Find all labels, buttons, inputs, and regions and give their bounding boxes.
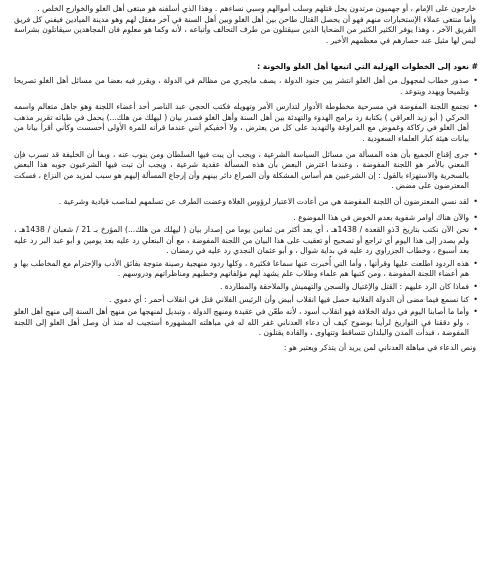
list-item [14, 307, 478, 339]
list-item-text: فماذا كان الرد عليهم : القتل والإغتيال والسجن والتهميش والملاحقة والمطاردة . [219, 282, 469, 292]
bullet-icon: • [473, 149, 478, 159]
list-item-text: جرى إقناع الجميع بأن هذه المسألة من مسائل السياسة الشرعية ، ويجب أن يبت فيها السلطان ومن ينوب عنه ، وبما أن الخليفة قد تسرب فإن المعني بالأمر هو اللجنة المفوضة ، وعندما اعترض البعض بأن هذه المسألة عقدية شرعية ، ويجب أن تبت فيها الشرعيون جوبه هذا البعض بالسخرية والاستهزاء بالقول : إن الشرعيين هم أساس المشكلة وأن الصراع دائر بينهم وأن إرجاع المسألة إليهم هو سبب لمزيد من النزاع ، فسكت المعترضون على مضض . [14, 149, 469, 191]
intro-paragraph-2: وأما منتغى عملاء الإستخبارات منهم فهو أن يحصل القتال طاحن بين أهل الغلو وبين أهل السنة في آخر معقل لهم وهو مدينة الميادين فيفني كل فريق الفريق الآخر ، وهذا يوفر الكثير الكثير من الضحايا الذين سيقتلون من طرف التحالف وأتباعه ، لأنه وكما هو معلوم فان المجاهدين سيقاتلون بشراسة ليس لها مثيل عند حصارهم في معظمهم الأخير . [14, 14, 476, 45]
list-item [14, 102, 478, 144]
paragraph-gap [14, 46, 478, 62]
list-item [14, 295, 478, 306]
bullet-icon: • [473, 282, 478, 292]
bullet-icon: • [473, 196, 478, 206]
list-item [14, 225, 478, 257]
list-item [14, 197, 478, 208]
list-item-text: وأما ما أصابنا اليوم في دولة الخلافة فهو انقلاب أسود ، لأنه طعّن في عقيدة ومنهج الدولة ، وتبديل لمنهجها من منهج أهل السنة إلى منهج أهل الغلو ، ولو دققنا في التواريخ لرأينا بوضوح كيف أن دعاء العدناني غفر الله له في مباهلته المشهورة أستجيب له منذ أن وصل أهل الغلو إلى اللجنة المفوضة ، فبدأت المدن والبلدان تتساقط وتتهاوى ، والقادة يقتلون . [14, 307, 469, 338]
list-item-text: صدور خطاب لمجهول من أهل الغلو انتشر بين جنود الدولة ، يصف مايجري من مظالم في الدولة ، ويقرر فيه بعضا من مسائل أهل الغلو تصريحا وتلميحا ويهدد ويتوعد . [14, 75, 469, 96]
bullet-icon: • [473, 307, 478, 317]
steps-list [14, 76, 478, 339]
bullet-icon: • [473, 258, 478, 268]
bullet-icon: • [473, 102, 478, 112]
list-item [14, 259, 478, 280]
list-item [14, 76, 478, 97]
bullet-icon: • [473, 75, 478, 85]
list-item-text: لقد نسي المعترضون أن اللجنة المفوضة هي من أعادت الاعتبار لرؤوس الغلاة وعضت الطرف عن تسلمهم لمناصب قيادية وشرعية . [58, 196, 469, 206]
list-item [14, 213, 478, 224]
intro-paragraph-1: خارجون على الإمام ، أو جهميون مرتدون يحل قتلهم وسلب أموالهم وسبي نساءهم . وهذا الذي أسلفنه هو مبتغى أهل الغلو والخوارج الخلص . [37, 4, 476, 13]
section-heading: # نعود إلى الخطوات الهزلية التي اتبعها أهل الغلو والخونة : [257, 62, 478, 72]
list-item-text: والآن هناك أوامر شفوية بعدم الخوض في هذا الموضوع . [293, 212, 469, 222]
bullet-icon: • [473, 212, 478, 222]
list-item-text: كنا نسمع فيما مضى أن الدولة الفلانية حصل فيها انقلاب أبيض وأن الرئيس الفلاني قتل في انقلاب أحمر : أي دموي . [109, 294, 469, 304]
list-item [14, 282, 478, 293]
list-item [14, 150, 478, 192]
list-item-text: تجتمع اللجنة المفوضة في مسرحية مخطوطة الأدوار لتدارس الأمر وتهويله فكتب الحجي عبد الناصر أحد أعضاء اللجنة وهو جاهل متعالم واسمه الحركي ( أبو زيد العراقي ) بكتابة رد برامج الهدوء والتهدئة بين أهل السنة وأهل الغلو فصدر بيان ( ليهلك من هلك...) يحمل في طياته تقرير مذهب أهل الغلو في ركاكة وغموض مع المراوغة والتهديد على كل من يعترض ، ولا أخفيكم أنني عندما قرأته للمرة الأولى أحسست وكأني أقرأ بيانا من بيانات هيئة كبار العلماء السعودية . [14, 102, 469, 143]
bullet-icon: • [473, 225, 478, 235]
closing-line: ونص الدعاء في مباهلة العدناني لمن يريد أن يتذكر ويعتبر هو : [283, 343, 476, 353]
list-item-text: هذه الردود اطلعت عليها وقرأتها ، وأما التي أُخبرت عنها سماعا فكثيرة ، وكلها ردود منهجية رصينة متوجة بفائق الأدب والإحترام مع المخاطب بها و هم أعضاء اللجنة المفوضة ، ومن كتبها هم علماء وطلاب علم يشهد لهم مؤلفاتهم وخطبهم ومناظراتهم ودروسهم . [14, 258, 469, 279]
bullet-icon: • [473, 294, 478, 304]
list-item-text: نحن الآن نكتب بتاريخ 3ذو القعدة / 1438هـ ، أي بعد أكثر من ثمانين يوما من إصدار بيان ( ليهلك من هلك...) المؤرخ بـ 21 / شعبان / 1438هـ ، ولم يصدر إلى هذا اليوم أي تراجع أو تصحيح أو تعقيب على هذا البيان من اللجنة المفوضة ، مع أن البنعلي رد عليه بعد يومين و أبو عبد البر رد عليه بعد أسبوع ، وخطاب الجزراوي رد عليه في بداية شوال ، و أبو عثمان النجدي رد عليه في رمضان . [14, 225, 469, 256]
